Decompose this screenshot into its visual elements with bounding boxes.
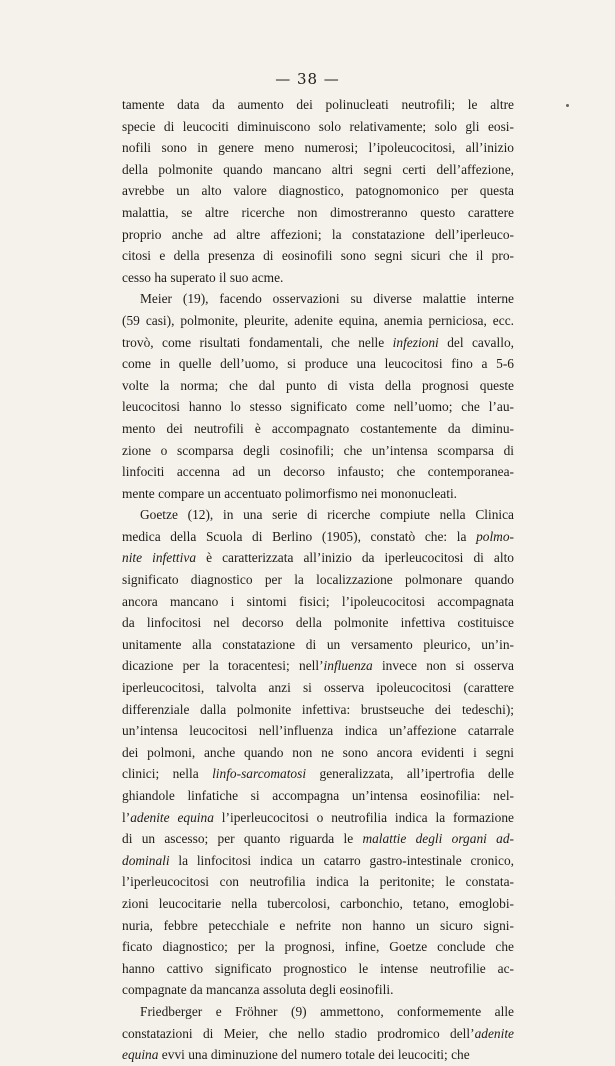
text-segment: nuria, febbre petecchiale e nefrite non hanno un sicuro signi- <box>122 917 514 933</box>
text-line <box>122 677 514 699</box>
text-segment: Meier (19), facendo osservazioni su diverse malattie interne <box>140 291 514 307</box>
text-segment: compagnate da mancanza assoluta degli eosinofili. <box>122 982 394 998</box>
text-line <box>122 94 514 116</box>
text-line <box>122 353 514 375</box>
text-line <box>122 375 514 397</box>
text-segment: dicazione per la toracentesi; nell’ <box>122 658 324 674</box>
paragraph <box>122 94 514 288</box>
text-segment: medica della Scuola di Berlino (1905), constatò che: la <box>122 528 477 544</box>
text-line <box>122 634 514 656</box>
text-segment: invece non si osserva <box>372 658 514 674</box>
text-segment: cesso ha superato il suo acme. <box>122 269 284 285</box>
italic-text: adenite <box>474 1025 514 1041</box>
text-segment: hanno cattivo significato prognostico le intense neutrofilie ac- <box>122 960 514 976</box>
text-line <box>122 807 514 829</box>
text-line <box>122 137 514 159</box>
text-line <box>122 483 514 505</box>
text-segment: è caratterizzata all’inizio da iperleucocitosi di alto <box>196 550 514 566</box>
text-line <box>122 116 514 138</box>
text-segment: Friedberger e Fröhner (9) ammettono, conformemente alle <box>140 1003 514 1019</box>
text-segment: la linfocitosi indica un catarro gastro-intestinale cronico, <box>169 852 514 868</box>
text-segment: iperleucocitosi, talvolta anzi si osserva ipoleucocitosi (carattere <box>122 680 514 696</box>
text-line <box>122 655 514 677</box>
text-line <box>122 224 514 246</box>
italic-text: linfo-sarcomatosi <box>212 766 307 782</box>
text-segment: specie di leucociti diminuiscono solo relativamente; solo gli eosi- <box>122 118 514 134</box>
italic-text: nite infettiva <box>122 550 197 566</box>
text-segment: zioni leucocitarie nella tubercolosi, carbonchio, tetano, emoglobi- <box>122 895 514 911</box>
text-line <box>122 418 514 440</box>
text-segment: un’intensa leucocitosi nell’influenza indica un’affezione catarrale <box>122 723 514 739</box>
text-segment: evvi una diminuzione del numero totale dei leucociti; che <box>158 1047 470 1063</box>
italic-text: dominali <box>122 852 170 868</box>
italic-text: infezioni <box>392 334 439 350</box>
text-line <box>122 742 514 764</box>
text-line <box>122 547 514 569</box>
text-line <box>122 979 514 1001</box>
text-segment: l’iperleucocitosi con neutrofilia indica la peritonite; le constata- <box>122 874 514 890</box>
text-line <box>122 202 514 224</box>
paragraph <box>122 504 514 1001</box>
text-segment: avrebbe un alto valore diagnostico, patognomonico per questa <box>122 183 514 199</box>
text-line <box>122 396 514 418</box>
text-segment: l’ <box>122 809 131 825</box>
text-line <box>122 288 514 310</box>
text-line <box>122 699 514 721</box>
italic-text: polmo- <box>476 528 514 544</box>
text-line <box>122 526 514 548</box>
text-segment: malattia, se altre ricerche non dimostreranno questo carattere <box>122 204 514 220</box>
text-segment: linfociti accenna ad un decorso infausto; che contemporanea- <box>122 464 514 480</box>
text-segment: unitamente alla constatazione di un versamento pleurico, un’in- <box>122 636 514 652</box>
text-line <box>122 332 514 354</box>
body-text <box>122 94 514 1066</box>
text-segment: trovò, come risultati fondamentali, che nelle <box>122 334 393 350</box>
text-line <box>122 828 514 850</box>
text-segment: l’iperleucocitosi o neutrofilia indica la formazione <box>213 809 514 825</box>
text-segment: da linfocitosi nel decorso della polmonite infettiva costituisce <box>122 615 514 631</box>
page-number: — 38 — <box>275 70 340 88</box>
text-segment: come in quelle dell’uomo, si produce una leucocitosi fino a 5-6 <box>122 356 514 372</box>
text-line <box>122 936 514 958</box>
text-line <box>122 1023 514 1045</box>
text-segment: leucocitosi hanno lo stesso significato come nell’uomo; che l’au- <box>122 399 514 415</box>
text-segment: mente compare un accentuato polimorfismo nei mononucleati. <box>122 485 458 501</box>
text-line <box>122 1001 514 1023</box>
text-segment: (59 casi), polmonite, pleurite, adenite equina, anemia perniciosa, ecc. <box>122 312 514 328</box>
italic-text: equina <box>122 1047 159 1063</box>
paragraph <box>122 288 514 504</box>
text-segment: proprio anche ad altre affezioni; la constatazione dell’iperleuco- <box>122 226 514 242</box>
italic-text: influenza <box>323 658 373 674</box>
text-segment: zione o scomparsa degli cosinofili; che un’intensa scomparsa di <box>122 442 514 458</box>
text-line <box>122 958 514 980</box>
text-segment: constatazioni di Meier, che nello stadio prodromico dell’ <box>122 1025 475 1041</box>
text-segment: generalizzata, all’ipertrofia delle <box>306 766 515 782</box>
text-segment: Goetze (12), in una serie di ricerche compiute nella Clinica <box>140 507 514 523</box>
text-line <box>122 871 514 893</box>
text-segment: citosi e della presenza di eosinofili sono segni sicuri che il pro- <box>122 248 514 264</box>
text-line <box>122 785 514 807</box>
italic-text: adenite equina <box>130 809 214 825</box>
text-segment: di un ascesso; per quanto riguarda le <box>122 831 363 847</box>
text-line <box>122 720 514 742</box>
text-line <box>122 504 514 526</box>
text-segment: ghiandole linfatiche si accompagna un’intensa eosinofilia: nel- <box>122 788 514 803</box>
italic-text: malattie degli organi ad- <box>362 831 514 847</box>
text-line <box>122 461 514 483</box>
text-line <box>122 612 514 634</box>
text-line <box>122 245 514 267</box>
text-segment: volte la norma; che dal punto di vista della prognosi queste <box>122 377 514 393</box>
text-line <box>122 440 514 462</box>
text-segment: differenziale dalla polmonite infettiva: brustseuche dei tedeschi); <box>122 701 514 717</box>
text-segment: clinici; nella <box>122 766 213 782</box>
text-line <box>122 591 514 613</box>
text-segment: nofili sono in genere meno numerosi; l’ipoleucocitosi, all’inizio <box>122 140 514 156</box>
text-segment: ficato diagnostico; per la prognosi, infine, Goetze conclude che <box>122 939 514 955</box>
text-segment: ancora mancano i sintomi fisici; l’ipoleucocitosi accompagnata <box>122 593 514 609</box>
text-line <box>122 267 514 289</box>
text-segment: dei polmoni, anche quando non ne sono ancora evidenti i segni <box>122 744 514 760</box>
margin-mark <box>566 104 569 107</box>
text-line <box>122 915 514 937</box>
paragraph <box>122 1001 514 1066</box>
text-segment: del cavallo, <box>438 334 514 350</box>
text-segment: significato diagnostico per la localizzazione polmonare quando <box>122 572 514 588</box>
text-segment: tamente data da aumento dei polinucleati neutrofili; le altre <box>122 97 514 112</box>
text-line <box>122 1044 514 1066</box>
text-line <box>122 850 514 872</box>
text-line <box>122 310 514 332</box>
text-segment: mento dei neutrofili è accompagnato costantemente da diminu- <box>122 420 514 436</box>
text-line <box>122 569 514 591</box>
text-line <box>122 180 514 202</box>
text-line <box>122 893 514 915</box>
text-line <box>122 159 514 181</box>
text-line <box>122 763 514 785</box>
text-segment: della polmonite quando mancano altri segni certi dell’affezione, <box>122 161 514 177</box>
